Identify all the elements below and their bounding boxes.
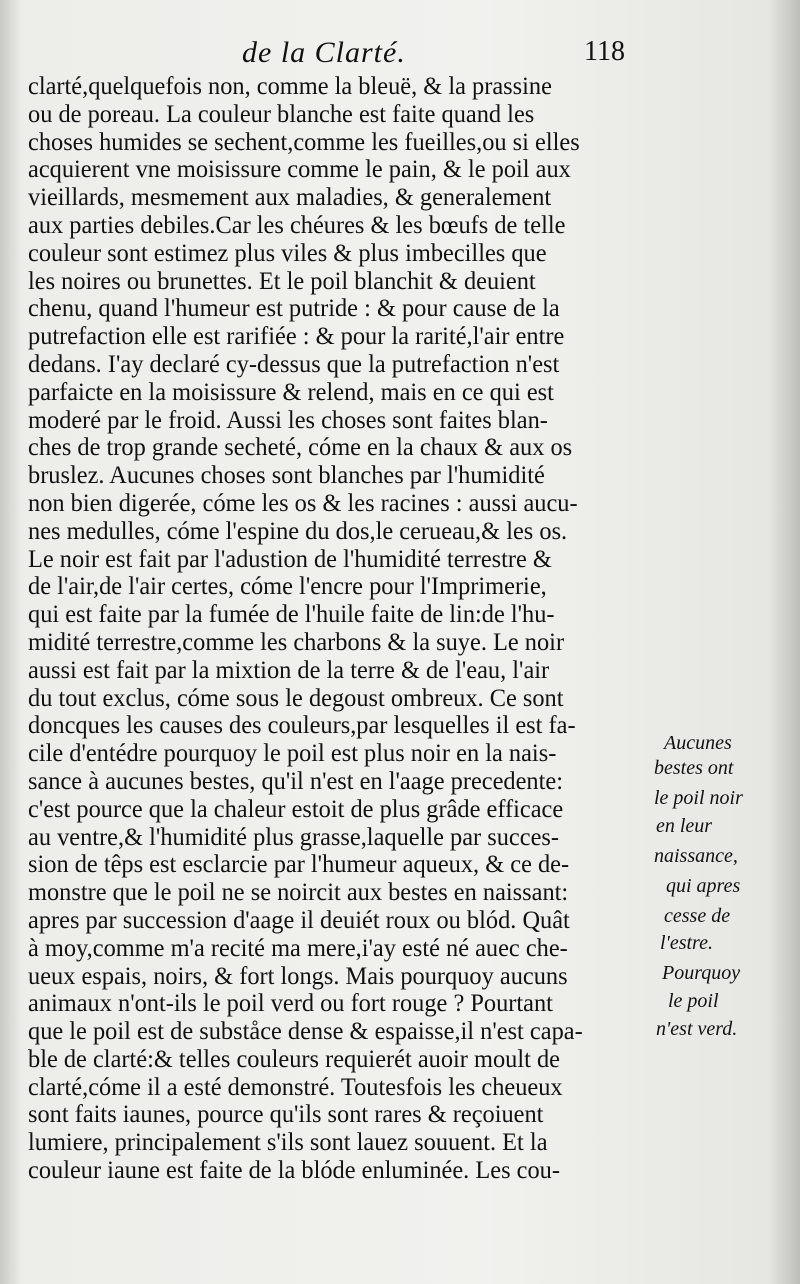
running-title: de la Clarté. <box>242 36 406 69</box>
text-line: du tout exclus, cóme sous le degoust ombreux. Ce sont <box>28 684 564 712</box>
text-line: apres par succession d'aage il deuiét roux ou blód. Quât <box>28 906 570 934</box>
margin-note-line: qui apres <box>666 875 741 897</box>
text-line: sion de têps est esclarcie par l'humeur aqueux, & ce de- <box>28 851 570 879</box>
text-line: de l'air,de l'air certes, cóme l'encre pour l'Imprimerie, <box>28 573 547 601</box>
text-line: choses humides se sechent,comme les fueilles,ou si elles <box>28 128 580 156</box>
margin-note-line: n'est verd. <box>656 1018 738 1040</box>
text-line: sont faits iaunes, pource qu'ils sont rares & reçoiuent <box>28 1101 544 1129</box>
text-line: couleur sont estimez plus viles & plus imbecilles que <box>28 239 547 267</box>
text-line: midité terrestre,comme les charbons & la suye. Le noir <box>28 628 565 656</box>
text-line: nes medulles, cóme l'espine du dos,le cerueau,& les os. <box>28 517 568 545</box>
text-line: lumiere, principalement s'ils sont lauez souuent. Et la <box>28 1129 548 1157</box>
text-line: chenu, quand l'humeur est putride : & pour cause de la <box>28 295 560 323</box>
margin-note-line: le poil noir <box>654 787 743 809</box>
text-line: ou de poreau. La couleur blanche est faite quand les <box>28 100 535 128</box>
margin-note-line: Pourquoy <box>662 962 741 984</box>
text-line: ches de trop grande secheté, cóme en la chaux & aux os <box>28 434 573 462</box>
margin-note-line: le poil <box>668 990 719 1012</box>
text-line: monstre que le poil ne se noircit aux bestes en naissant: <box>28 879 569 907</box>
text-line: vieillards, mesmement aux maladies, & generalement <box>28 184 552 212</box>
margin-note-line: Aucunes <box>664 732 732 754</box>
page-number: 118 <box>584 36 625 67</box>
text-line: couleur iaune est faite de la blóde enluminée. Les cou- <box>28 1157 560 1185</box>
margin-note-line: l'estre. <box>660 932 713 954</box>
text-line: aussi est fait par la mixtion de la terre & de l'eau, l'air <box>28 656 550 684</box>
text-line: moderé par le froid. Aussi les choses sont faites blan- <box>28 406 548 434</box>
text-line: à moy,comme m'a recité ma mere,i'ay esté né auec che- <box>28 934 568 962</box>
text-line: cile d'entédre pourquoy le poil est plus noir en la nais- <box>28 740 557 768</box>
text-line: les noires ou brunettes. Et le poil blanchit & deuient <box>28 267 536 295</box>
margin-note-line: cesse de <box>664 905 731 927</box>
text-line: ble de clarté:& telles couleurs requierét auoir moult de <box>28 1045 560 1073</box>
text-line: parfaicte en la moisissure & relend, mais en ce qui est <box>28 378 554 406</box>
text-line: c'est pource que la chaleur estoit de plus grâde efficace <box>28 795 564 823</box>
text-line: doncques les causes des couleurs,par lesquelles il est fa- <box>28 712 576 740</box>
text-line: au ventre,& l'humidité plus grasse,laquelle par succes- <box>28 823 559 851</box>
text-line: animaux n'ont-ils le poil verd ou fort rouge ? Pourtant <box>28 990 553 1018</box>
text-line: ueux espais, noirs, & fort longs. Mais pourquoy aucuns <box>28 962 568 990</box>
text-line: sance à aucunes bestes, qu'il n'est en l'aage precedente: <box>28 767 563 795</box>
text-line: bruslez. Aucunes choses sont blanches par l'humidité <box>28 462 545 490</box>
margin-note-line: en leur <box>656 815 713 837</box>
text-line: putrefaction elle est rarifiée : & pour la rarité,l'air entre <box>28 323 565 351</box>
text-line: Le noir est fait par l'adustion de l'humidité terrestre & <box>28 545 552 573</box>
text-line: clarté,quelquefois non, comme la bleuë, & la prassine <box>28 73 552 100</box>
text-line: non bien digerée, cóme les os & les racines : aussi aucu- <box>28 489 578 517</box>
body-text <box>28 73 668 1185</box>
running-head <box>0 36 800 72</box>
margin-note-line: naissance, <box>654 845 738 867</box>
margin-note-line: bestes ont <box>654 757 734 779</box>
text-line: qui est faite par la fumée de l'huile faite de lin:de l'hu- <box>28 601 555 629</box>
text-line: acquierent vne moisissure comme le pain, & le poil aux <box>28 156 571 184</box>
text-line: dedans. I'ay declaré cy-dessus que la putrefaction n'est <box>28 350 560 378</box>
text-line: clarté,cóme il a esté demonstré. Toutesfois les cheueux <box>28 1073 563 1101</box>
text-line: que le poil est de subståce dense & espaisse,il n'est capa- <box>28 1018 583 1046</box>
text-line: aux parties debiles.Car les chéures & les bœufs de telle <box>28 211 566 239</box>
